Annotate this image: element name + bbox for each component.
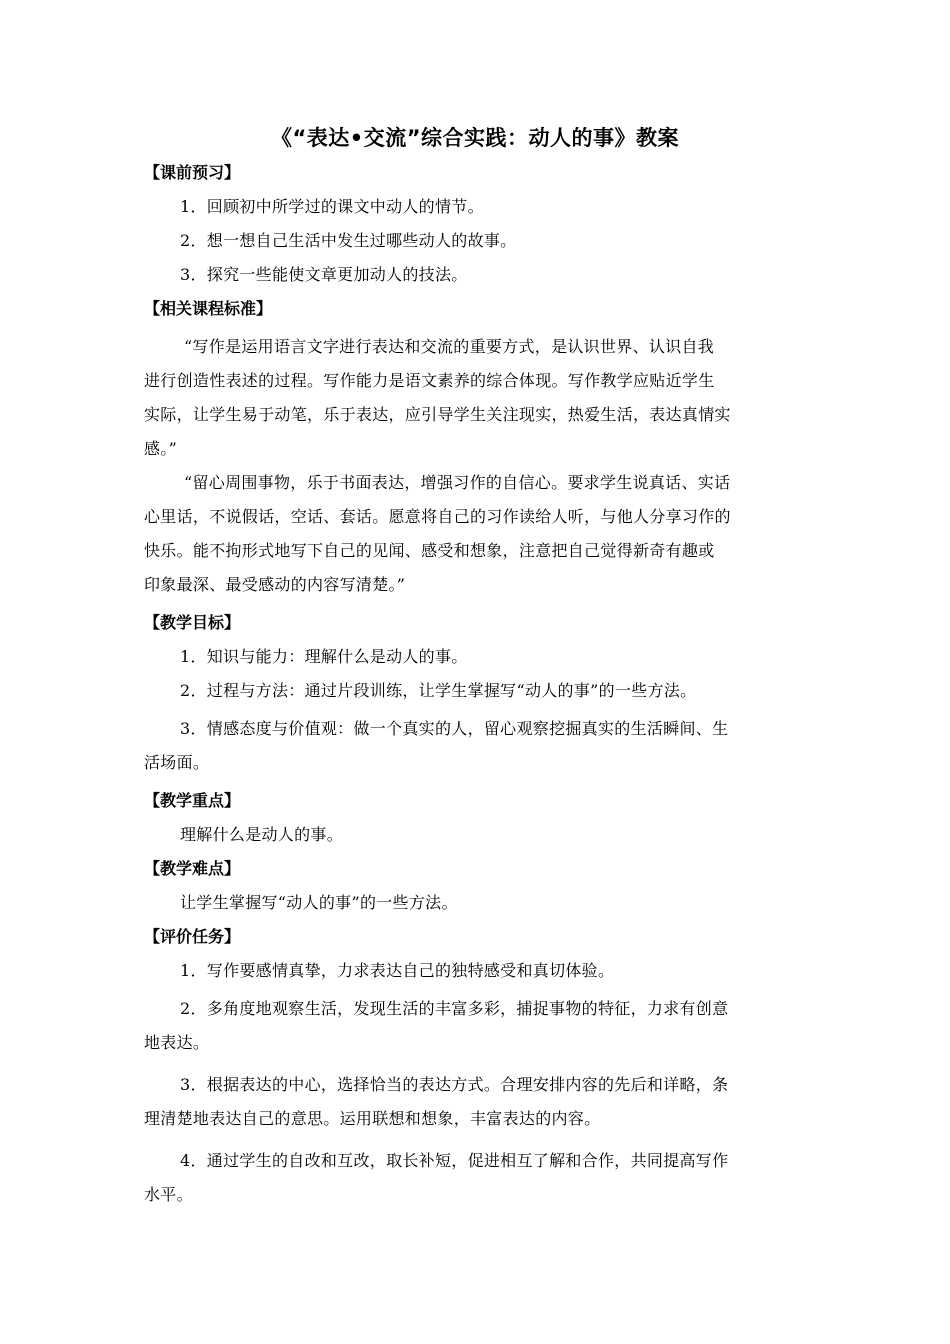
preview-item-3: 3．探究一些能使文章更加动人的技法。 [180,265,468,284]
document-title: 《“表达•交流”综合实践：动人的事》教案 [270,126,680,150]
paragraph-line: 3．根据表达的中心，选择恰当的表达方式。合理安排内容的先后和详略，条 [180,1075,729,1094]
focus-text: 理解什么是动人的事。 [180,825,344,844]
preview-item-1: 1．回顾初中所学过的课文中动人的情节。 [180,197,484,216]
paragraph-line: 地表达。 [144,1033,210,1052]
preview-item-2: 2．想一想自己生活中发生过哪些动人的故事。 [180,231,517,250]
paragraph-line: 心里话，不说假话，空话、套话。愿意将自己的习作读给人听，与他人分享习作的 [144,507,731,526]
paragraph-line: 快乐。能不拘形式地写下自己的见闻、感受和想象，注意把自己觉得新奇有趣或 [144,541,715,560]
paragraph-line: 实际，让学生易于动笔，乐于表达，应引导学生关注现实，热爱生活，表达真情实 [144,405,731,424]
paragraph-line: 印象最深、最受感动的内容写清楚。” [144,575,406,594]
standards-paragraph-1 [144,330,814,466]
standards-paragraph-2 [144,466,814,602]
objective-item-3 [144,712,814,780]
evaluation-item-4 [144,1144,814,1212]
paragraph-line: 感。” [144,439,178,458]
paragraph-line: 3．情感态度与价值观：做一个真实的人，留心观察挖掘真实的生活瞬间、生 [180,719,729,738]
evaluation-item-2 [144,992,814,1060]
section-heading-difficulty: 【教学难点】 [144,859,241,878]
paragraph-line: “留心周围事物，乐于书面表达，增强习作的自信心。要求学生说真话、实话 [184,473,731,492]
paragraph-line: 进行创造性表述的过程。写作能力是语文素养的综合体现。写作教学应贴近学生 [144,371,715,390]
evaluation-item-1: 1．写作要感情真挚，力求表达自己的独特感受和真切体验。 [180,961,615,980]
objective-item-2: 2．过程与方法：通过片段训练，让学生掌握写“动人的事”的一些方法。 [180,681,697,700]
objective-item-1: 1．知识与能力：理解什么是动人的事。 [180,647,468,666]
paragraph-line: 活场面。 [144,753,210,772]
section-heading-evaluation: 【评价任务】 [144,927,241,946]
paragraph-line: 4．通过学生的自改和互改，取长补短，促进相互了解和合作，共同提高写作 [180,1151,729,1170]
paragraph-line: “写作是运用语言文字进行表达和交流的重要方式，是认识世界、认识自我 [184,337,715,356]
document-body [144,160,814,1220]
section-heading-focus: 【教学重点】 [144,791,241,810]
section-heading-standards: 【相关课程标准】 [144,299,273,318]
evaluation-item-3 [144,1068,814,1136]
difficulty-text: 让学生掌握写“动人的事”的一些方法。 [180,893,458,912]
section-heading-preview: 【课前预习】 [144,163,241,182]
paragraph-line: 2．多角度地观察生活，发现生活的丰富多彩，捕捉事物的特征，力求有创意 [180,999,729,1018]
paragraph-line: 理清楚地表达自己的意思。运用联想和想象，丰富表达的内容。 [144,1109,601,1128]
paragraph-line: 水平。 [144,1185,193,1204]
section-heading-objectives: 【教学目标】 [144,613,241,632]
